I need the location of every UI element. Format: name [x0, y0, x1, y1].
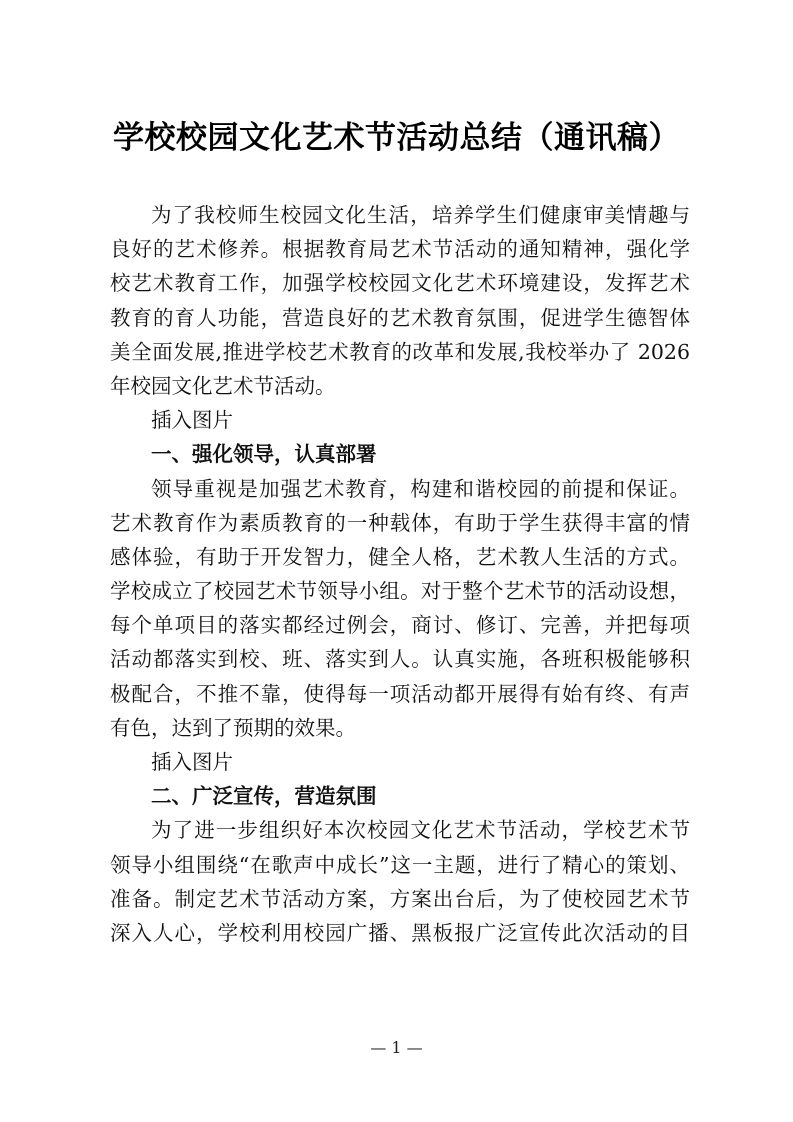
document-body — [110, 198, 690, 950]
paragraph-line: 有色，达到了预期的效果。 — [110, 715, 356, 740]
paragraph-line: 每个单项目的落实都经过例会，商讨、修订、完善，并把每项 — [110, 613, 690, 638]
paragraph-line: 感体验，有助于开发智力，健全人格，艺术教人生活的方式。 — [110, 544, 690, 569]
image-placeholder-text: 插入图片 — [151, 750, 233, 774]
paragraph-line: 活动都落实到校、班、落实到人。认真实施，各班积极能够积 — [110, 647, 690, 672]
paragraph-line: 美全面发展,推进学校艺术教育的改革和发展,我校举办了 2026 — [110, 339, 690, 364]
section-heading: 二、广泛宣传，营造氛围 — [151, 784, 377, 809]
paragraph-line: 为了进一步组织好本次校园文化艺术节活动，学校艺术节 — [151, 818, 690, 843]
image-placeholder-text: 插入图片 — [151, 408, 233, 433]
paragraph-line: 深入人心，学校利用校园广播、黑板报广泛宣传此次活动的目 — [110, 920, 690, 945]
paragraph-line: 学校成立了校园艺术节领导小组。对于整个艺术节的活动设想， — [110, 579, 690, 604]
paragraph-line: 为了我校师生校园文化生活，培养学生们健康审美情趣与 — [151, 203, 690, 227]
section-heading: 一、强化领导，认真部署 — [151, 442, 377, 467]
paragraph-line: 领导重视是加强艺术教育，构建和谐校园的前提和保证。 — [151, 476, 690, 501]
paragraph-line: 准备。制定艺术节活动方案，方案出台后，为了使校园艺术节 — [110, 886, 690, 911]
paragraph-line: 领导小组围绕“在歌声中成长”这一主题，进行了精心的策划、 — [110, 852, 690, 877]
paragraph-line: 极配合，不推不靠，使得每一项活动都开展得有始有终、有声 — [110, 681, 690, 706]
paragraph-line: 艺术教育作为素质教育的一种载体，有助于学生获得丰富的情 — [110, 510, 690, 535]
paragraph-line: 校艺术教育工作，加强学校校园文化艺术环境建设，发挥艺术 — [110, 271, 690, 296]
paragraph-line: 年校园文化艺术节活动。 — [110, 373, 336, 398]
document-title: 学校校园文化艺术节活动总结（通讯稿） — [113, 120, 680, 156]
paragraph-line: 教育的育人功能，营造良好的艺术教育氛围，促进学生德智体 — [110, 305, 690, 330]
page-number: — 1 — — [370, 1038, 423, 1057]
paragraph-line: 良好的艺术修养。根据教育局艺术节活动的通知精神，强化学 — [110, 237, 690, 262]
